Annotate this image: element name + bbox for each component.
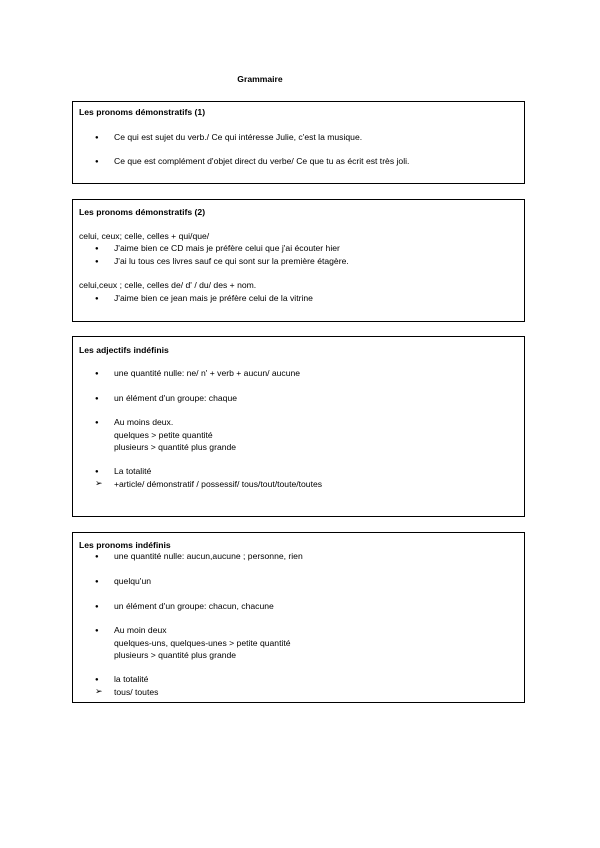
- list-item: un élément d'un groupe: chacun, chacune: [114, 601, 274, 611]
- list-item: Au moins deux.: [114, 417, 174, 427]
- list-item: +article/ démonstratif / possessif/ tous/tout/toute/toutes: [114, 479, 323, 489]
- list-item: une quantité nulle: aucun,aucune ; personne, rien: [114, 551, 303, 561]
- list-item: Au moin deux: [114, 625, 167, 635]
- rule-line: celui, ceux; celle, celles + qui/que/: [79, 231, 210, 241]
- section-demonstrative-pronouns-1: [72, 101, 525, 184]
- rule-line: celui,ceux ; celle, celles de/ d' / du/ des + nom.: [79, 280, 257, 290]
- bullet-icon: [95, 576, 105, 586]
- list-item: Ce qui est sujet du verb./ Ce qui intéresse Julie, c'est la musique.: [114, 132, 363, 142]
- list-item: la totalité: [114, 674, 149, 684]
- section-title: Les pronoms démonstratifs (2): [79, 207, 206, 217]
- bullet-icon: [95, 674, 105, 684]
- list-subitem: plusieurs > quantité plus grande: [114, 650, 237, 660]
- bullet-icon: [95, 601, 105, 611]
- page-title: Grammaire: [237, 74, 283, 84]
- bullet-icon: [95, 256, 105, 266]
- arrow-bullet-icon: [95, 686, 105, 697]
- bullet-icon: [95, 466, 105, 476]
- list-item: tous/ toutes: [114, 687, 159, 697]
- bullet-icon: [95, 417, 105, 427]
- list-item: J'ai lu tous ces livres sauf ce qui sont sur la première étagère.: [114, 256, 349, 266]
- list-item: J'aime bien ce CD mais je préfère celui que j'ai écouter hier: [114, 243, 340, 253]
- list-item: quelqu'un: [114, 576, 152, 586]
- bullet-icon: [95, 132, 105, 142]
- bullet-icon: [95, 393, 105, 403]
- list-subitem: plusieurs > quantité plus grande: [114, 442, 237, 452]
- bullet-icon: [95, 156, 105, 166]
- bullet-icon: [95, 293, 105, 303]
- bullet-icon: [95, 625, 105, 635]
- section-indefinite-adjectives: [72, 336, 525, 517]
- bullet-icon: [95, 551, 105, 561]
- bullet-icon: [95, 243, 105, 253]
- bullet-icon: [95, 368, 105, 378]
- arrow-bullet-icon: [95, 478, 105, 489]
- list-item: La totalité: [114, 466, 152, 476]
- section-indefinite-pronouns: [72, 532, 525, 703]
- section-title: Les pronoms indéfinis: [79, 540, 171, 550]
- list-subitem: quelques > petite quantité: [114, 430, 213, 440]
- section-demonstrative-pronouns-2: [72, 199, 525, 322]
- section-title: Les adjectifs indéfinis: [79, 345, 169, 355]
- list-item: un élément d'un groupe: chaque: [114, 393, 238, 403]
- list-item: une quantité nulle: ne/ n' + verb + aucun/ aucune: [114, 368, 301, 378]
- list-item: Ce que est complément d'objet direct du verbe/ Ce que tu as écrit est très joli.: [114, 156, 410, 166]
- list-subitem: quelques-uns, quelques-unes > petite quantité: [114, 638, 291, 648]
- list-item: J'aime bien ce jean mais je préfère celui de la vitrine: [114, 293, 313, 303]
- section-title: Les pronoms démonstratifs (1): [79, 107, 206, 117]
